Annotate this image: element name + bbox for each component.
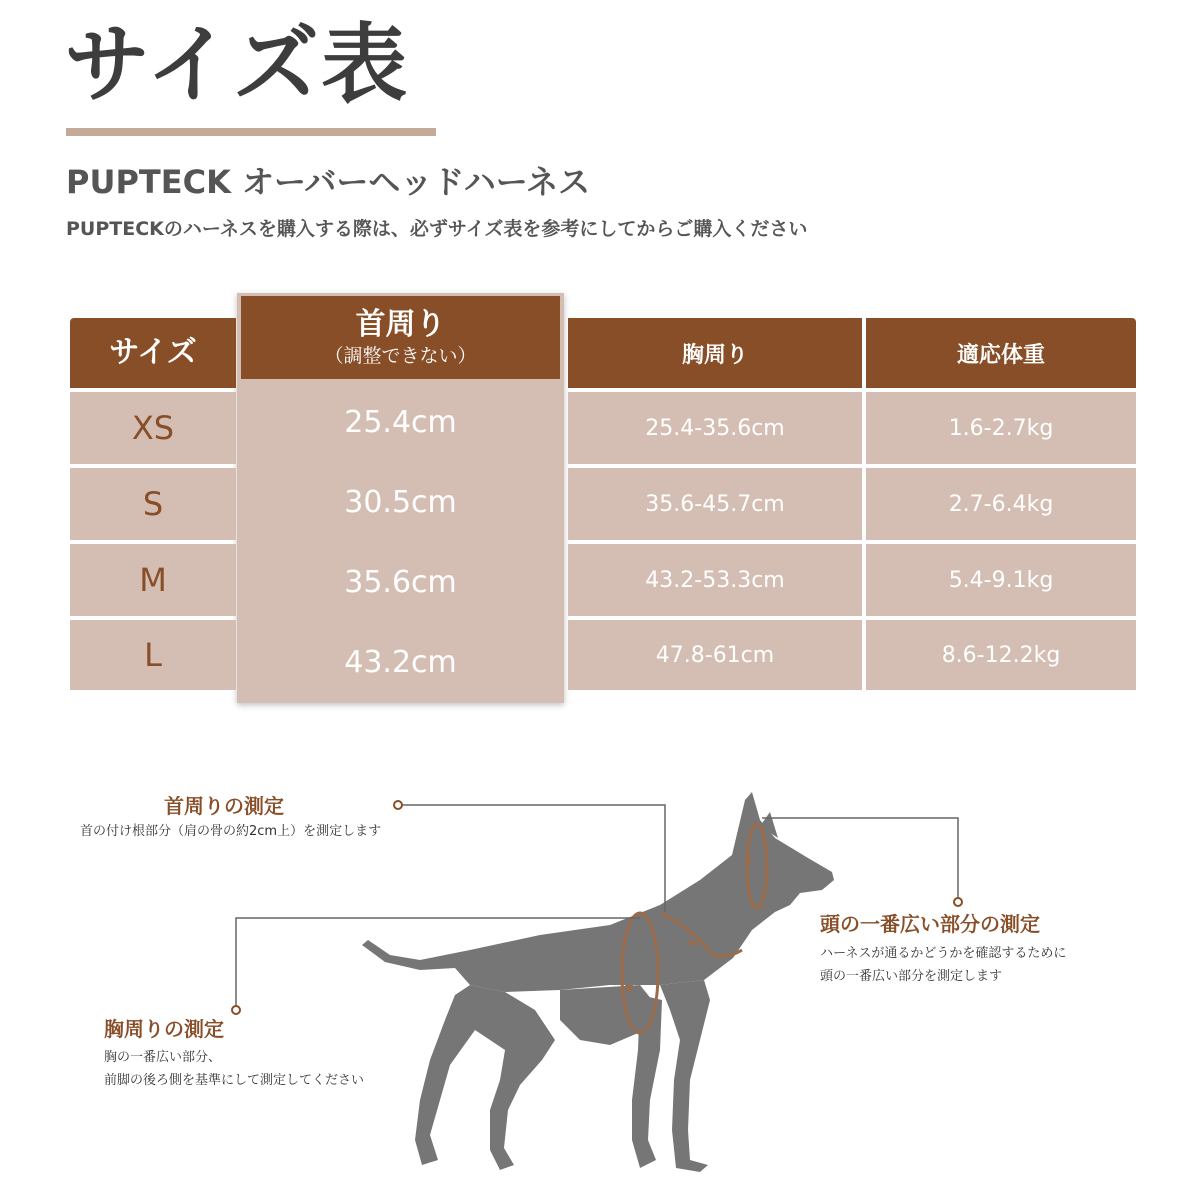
neck-measure-text: 首の付け根部分（肩の骨の約2cm上）を測定します: [80, 824, 382, 839]
header-weight-label: 適応体重: [956, 342, 1045, 368]
table-row-chest: 25.4-35.6cm: [568, 392, 862, 464]
chest-dot-icon: [232, 1006, 240, 1014]
table-row-size: M: [70, 544, 236, 616]
page-title: サイズ表: [64, 15, 410, 115]
head-dot-icon: [954, 898, 962, 906]
table-row-chest: 43.2-53.3cm: [568, 544, 862, 616]
table-row-size: S: [70, 468, 236, 540]
table-row-size: L: [70, 620, 236, 690]
neck-leader-line: [398, 805, 665, 912]
header-neck-note: （調整できない）: [324, 344, 477, 367]
header-chest-label: 胸周り: [681, 342, 748, 368]
table-row-weight: 8.6-12.2kg: [866, 620, 1136, 690]
table-row-chest: 35.6-45.7cm: [568, 468, 862, 540]
table-row-neck: 25.4cm: [241, 384, 560, 460]
table-row-size: XS: [70, 392, 236, 464]
product-name: PUPTECK オーバーヘッドハーネス: [66, 163, 591, 201]
neck-measure-title: 首周りの測定: [164, 794, 284, 818]
header-neck-label: 首周り: [355, 306, 446, 342]
chest-measure-text-2: 前脚の後ろ側を基準にして測定してください: [104, 1073, 365, 1088]
head-measure-text-1: ハーネスが通るかどうかを確認するために: [820, 946, 1067, 961]
chest-measure-text-1: 胸の一番広い部分、: [104, 1050, 222, 1065]
table-row-neck: 35.6cm: [241, 544, 560, 620]
purchase-note: PUPTECKのハーネスを購入する際は、必ずサイズ表を参考にしてからご購入ください: [66, 218, 808, 240]
table-row-neck: 43.2cm: [241, 624, 560, 700]
header-size-label: サイズ: [109, 335, 197, 370]
table-row-weight: 2.7-6.4kg: [866, 468, 1136, 540]
table-row-chest: 47.8-61cm: [568, 620, 862, 690]
chest-measure-title: 胸周りの測定: [104, 1017, 224, 1041]
table-row-weight: 5.4-9.1kg: [866, 544, 1136, 616]
neck-dot-icon: [394, 801, 402, 809]
head-measure-text-2: 頭の一番広い部分を測定します: [820, 969, 1003, 984]
table-row-weight: 1.6-2.7kg: [866, 392, 1136, 464]
head-measure-title: 頭の一番広い部分の測定: [820, 912, 1040, 936]
table-row-neck: 30.5cm: [241, 464, 560, 540]
dog-silhouette: [362, 792, 834, 1172]
